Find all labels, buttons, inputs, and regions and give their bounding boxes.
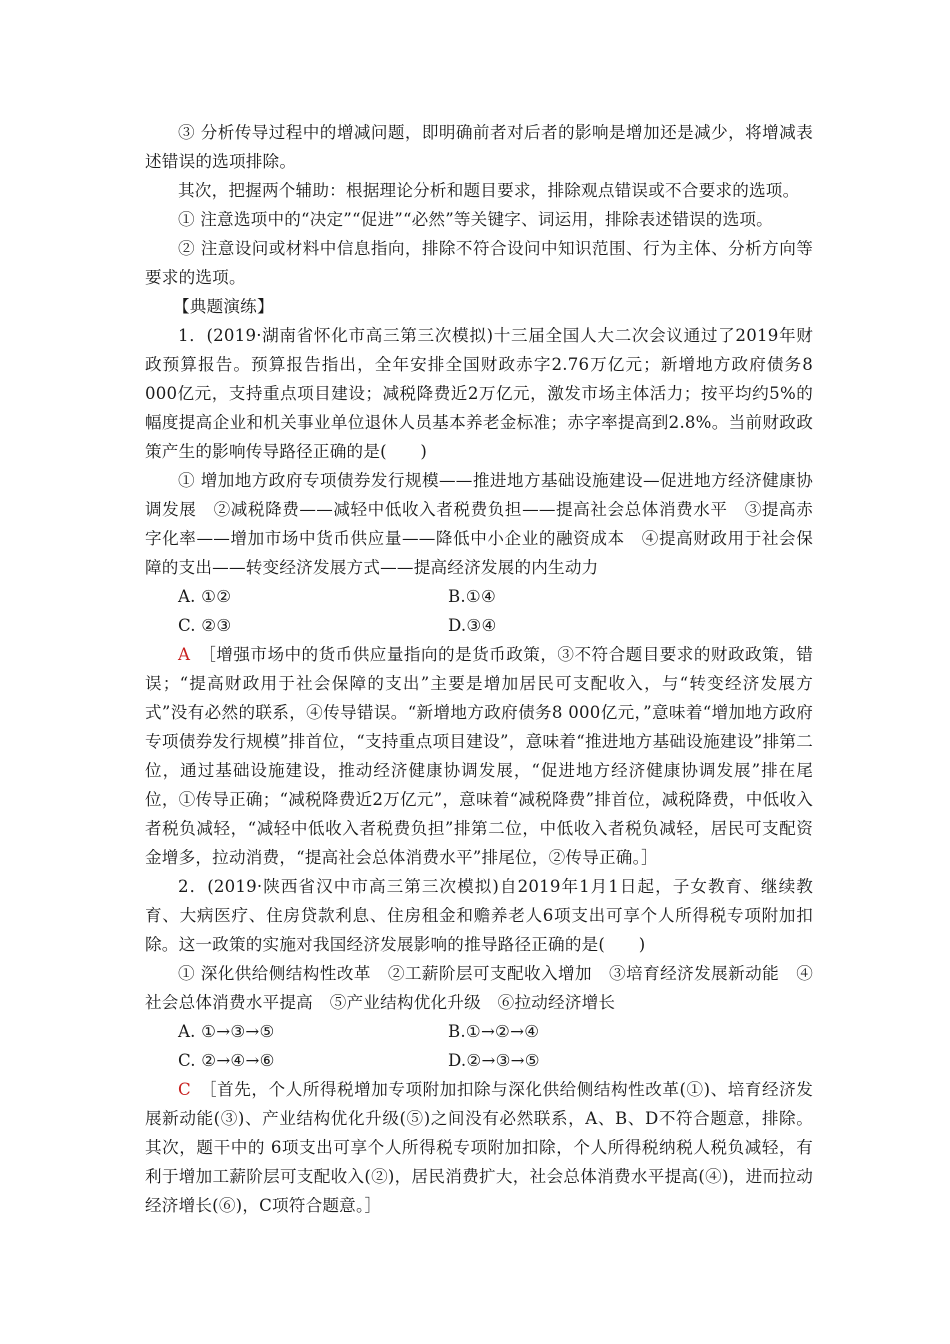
q2-answer-letter: C (178, 1080, 191, 1099)
q1-explanation (145, 640, 813, 872)
intro-second: 其次，把握两个辅助：根据理论分析和题目要求，排除观点错误或不合要求的选项。 (178, 181, 800, 200)
q2-option-a: A. ①→③→⑤ (178, 1022, 275, 1041)
q1-options-row1 (178, 582, 813, 611)
q1-option-b: B.①④ (448, 587, 497, 606)
q1-answer-letter: A (178, 645, 191, 664)
q2-explanation-text: ［首先，个人所得税增加专项附加扣除与深化供给侧结构性改革(①)、培育经济发展新动能(③)、产业结构优化升级(⑤)之间没有必然联系，A、B、D不符合题意，排除。其次，题干中的 6项支出可享个人所得税专项附加扣除，个人所得税纳税人税负减轻，有利于增加工薪阶层可支配收入(②)，居民消费扩大，社会总体消费水平提高(④)，进而拉动经济增长(⑥)，C项符合题意。］ (145, 1080, 813, 1215)
q2-options-row2 (178, 1046, 813, 1075)
q2-options (145, 1017, 813, 1075)
intro-aux1: ① 注意选项中的“决定”“促进”“必然”等关键字、词运用，排除表述错误的选项。 (178, 210, 773, 229)
q1-items: ① 增加地方政府专项债券发行规模——推进地方基础设施建设—促进地方经济健康协调发展 ②减税降费——减轻中低收入者税费负担——提高社会总体消费水平 ③提高赤字化率——增加市场中货币供应量——降低中小企业的融资成本 ④提高财政用于社会保障的支出——转变经济发展方式——提高经济发展的内生动力 (145, 471, 813, 577)
section-heading: 【典题演练】 (173, 297, 274, 316)
body-text (145, 118, 813, 1220)
q2-option-c: C. ②→④→⑥ (178, 1051, 275, 1070)
q1-stem: 1．(2019·湖南省怀化市高三第三次模拟)十三届全国人大二次会议通过了2019年财政预算报告。预算报告指出，全年安排全国财政赤字2.76万亿元；新增地方政府债务8 000亿元，支持重点项目建设；减税降费近2万亿元，激发市场主体活力；按平均约5%的幅度提高企业和机关事业单位退休人员基本养老金标准；赤字率提高到2.8%。当前财政政策产生的影响传导路径正确的是( ) (145, 326, 813, 461)
intro-step3: ③ 分析传导过程中的增减问题，即明确前者对后者的影响是增加还是减少，将增减表述错误的选项排除。 (145, 123, 813, 171)
q1-option-c: C. ②③ (178, 616, 232, 635)
q2-explanation (145, 1075, 813, 1220)
q2-options-row1 (178, 1017, 813, 1046)
q2-stem: 2．(2019·陕西省汉中市高三第三次模拟)自2019年1月1日起，子女教育、继续教育、大病医疗、住房贷款利息、住房租金和赡养老人6项支出可享个人所得税专项附加扣除。这一政策的实施对我国经济发展影响的推导路径正确的是( ) (145, 877, 813, 954)
q2-option-b: B.①→②→④ (448, 1022, 540, 1041)
q2-option-d: D.②→③→⑤ (448, 1051, 540, 1070)
q2-items: ① 深化供给侧结构性改革 ②工薪阶层可支配收入增加 ③培育经济发展新动能 ④社会总体消费水平提高 ⑤产业结构优化升级 ⑥拉动经济增长 (145, 964, 813, 1012)
q1-explanation-text: ［增强市场中的货币供应量指向的是货币政策，③不符合题目要求的财政政策，错误；“提高财政用于社会保障的支出”主要是增加居民可支配收入，与“转变经济发展方式”没有必然的联系，④传导错误。“新增地方政府债务8 000亿元，”意味着“增加地方政府专项债券发行规模”排首位，“支持重点项目建设”，意味着“推进地方基础设施建设”排第二位，通过基础设施建设，推动经济健康协调发展，“促进地方经济健康协调发展”排在尾位，①传导正确；“减税降费近2万亿元”，意味着“减税降费”排首位，减税降费，中低收入者税负减轻，“减轻中低收入者税费负担”排第二位，中低收入者税负减轻，居民可支配资金增多，拉动消费，“提高社会总体消费水平”排尾位，②传导正确。］ (145, 645, 813, 867)
q1-options (145, 582, 813, 640)
q1-option-a: A. ①② (178, 587, 232, 606)
q1-option-d: D.③④ (448, 616, 497, 635)
intro-aux2: ② 注意设问或材料中信息指向，排除不符合设问中知识范围、行为主体、分析方向等要求的选项。 (145, 239, 813, 287)
q1-options-row2 (178, 611, 813, 640)
